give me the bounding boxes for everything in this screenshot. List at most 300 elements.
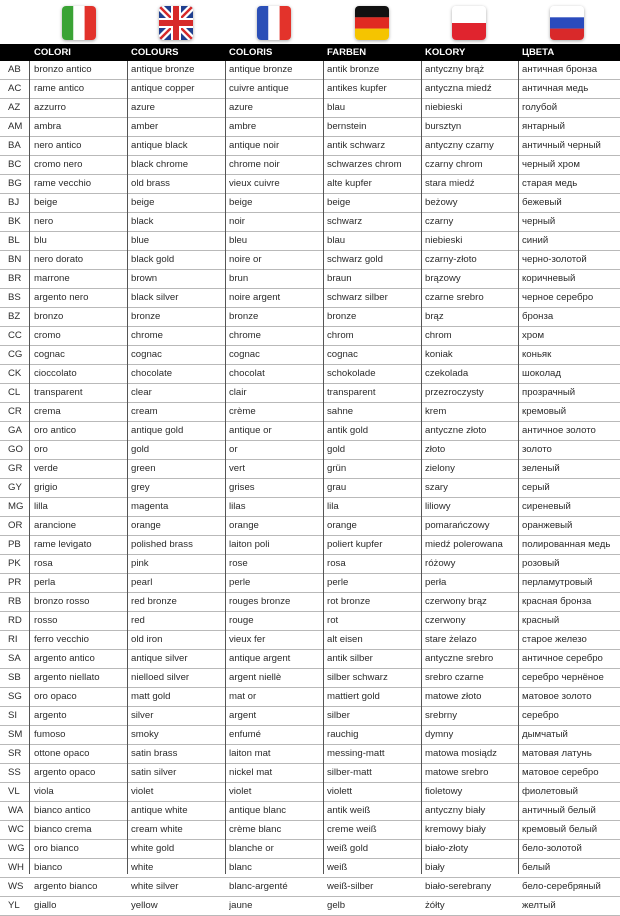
- cell-italian: crema: [34, 406, 61, 417]
- cell-german: lila: [327, 501, 339, 512]
- cell-russian: старая медь: [522, 178, 578, 189]
- poland-flag-icon: [452, 6, 486, 40]
- cell-english: amber: [131, 121, 159, 132]
- cell-polish: miedź polerowana: [425, 539, 503, 550]
- cell-italian: ferro vecchio: [34, 634, 89, 645]
- cell-polish: kremowy biały: [425, 824, 486, 835]
- cell-french: argent: [229, 710, 257, 721]
- cell-russian: коньяк: [522, 349, 552, 360]
- cell-polish: czarny chrom: [425, 159, 483, 170]
- cell-russian: матовое серебро: [522, 767, 599, 778]
- cell-french: blanche or: [229, 843, 274, 854]
- cell-russian: золото: [522, 444, 552, 455]
- cell-french: orange: [229, 520, 259, 531]
- cell-english: silver: [131, 710, 154, 721]
- cell-polish: czarny: [425, 216, 454, 227]
- cell-russian: бежевый: [522, 197, 562, 208]
- cell-french: antique noir: [229, 140, 280, 151]
- cell-french: vert: [229, 463, 245, 474]
- cell-code: PR: [8, 577, 22, 588]
- cell-english: white gold: [131, 843, 175, 854]
- header-coloris: COLORIS: [229, 47, 273, 58]
- cell-french: nickel mat: [229, 767, 273, 778]
- cell-code: SG: [8, 691, 22, 702]
- cell-french: noire argent: [229, 292, 281, 303]
- cell-german: antik silber: [327, 653, 373, 664]
- cell-german: schwarz: [327, 216, 363, 227]
- cell-russian: бронза: [522, 311, 554, 322]
- cell-italian: cromo nero: [34, 159, 83, 170]
- table-row: [0, 479, 620, 498]
- cell-polish: antyczne srebro: [425, 653, 494, 664]
- cell-german: transparent: [327, 387, 376, 398]
- cell-russian: красная бронза: [522, 596, 592, 607]
- cell-polish: pomarańczowy: [425, 520, 490, 531]
- cell-french: antique or: [229, 425, 272, 436]
- cell-french: jaune: [229, 900, 253, 911]
- cell-german: cognac: [327, 349, 358, 360]
- cell-german: schwarz silber: [327, 292, 388, 303]
- cell-code: BS: [8, 292, 21, 303]
- cell-code: BN: [8, 254, 22, 265]
- cell-italian: nero antico: [34, 140, 82, 151]
- cell-code: AB: [8, 64, 21, 75]
- cell-polish: żółty: [425, 900, 445, 911]
- cell-italian: oro: [34, 444, 48, 455]
- column-divider: [323, 61, 324, 874]
- cell-english: chrome: [131, 330, 163, 341]
- table-row: [0, 80, 620, 99]
- cell-russian: черный: [522, 216, 556, 227]
- cell-french: mat or: [229, 691, 257, 702]
- cell-code: GO: [8, 444, 23, 455]
- cell-russian: серебро: [522, 710, 559, 721]
- cell-english: gold: [131, 444, 150, 455]
- table-row: [0, 118, 620, 137]
- cell-russian: сиреневый: [522, 501, 571, 512]
- cell-italian: azzurro: [34, 102, 66, 113]
- cell-italian: rosa: [34, 558, 53, 569]
- table-row: [0, 726, 620, 745]
- table-row: [0, 213, 620, 232]
- cell-italian: argento: [34, 710, 67, 721]
- cell-russian: серый: [522, 482, 550, 493]
- cell-code: AZ: [8, 102, 21, 113]
- cell-polish: biało-serebrany: [425, 881, 492, 892]
- cell-code: WC: [8, 824, 24, 835]
- table-row: [0, 384, 620, 403]
- cell-french: laiton poli: [229, 539, 270, 550]
- cell-code: OR: [8, 520, 23, 531]
- cell-english: yellow: [131, 900, 158, 911]
- cell-code: CK: [8, 368, 22, 379]
- cell-german: weiß: [327, 862, 348, 873]
- cell-polish: krem: [425, 406, 447, 417]
- cell-code: BA: [8, 140, 21, 151]
- cell-italian: rosso: [34, 615, 58, 626]
- cell-french: rouge: [229, 615, 254, 626]
- cell-english: beige: [131, 197, 155, 208]
- table-row: [0, 308, 620, 327]
- cell-german: silber-matt: [327, 767, 372, 778]
- cell-polish: stare żelazo: [425, 634, 477, 645]
- table-row: [0, 61, 620, 80]
- cell-russian: матовая латунь: [522, 748, 592, 759]
- cell-code: RI: [8, 634, 18, 645]
- cell-code: RD: [8, 615, 22, 626]
- cell-german: schokolade: [327, 368, 376, 379]
- cell-italian: argento nero: [34, 292, 89, 303]
- cell-german: sahne: [327, 406, 354, 417]
- cell-french: blanc-argenté: [229, 881, 288, 892]
- table-row: [0, 327, 620, 346]
- cell-french: perle: [229, 577, 251, 588]
- cell-russian: перламутровый: [522, 577, 593, 588]
- cell-german: antik gold: [327, 425, 369, 436]
- cell-french: vieux fer: [229, 634, 266, 645]
- cell-english: red bronze: [131, 596, 177, 607]
- table-row: [0, 270, 620, 289]
- table-row: [0, 859, 620, 878]
- france-flag-icon: [257, 6, 291, 40]
- cell-french: azure: [229, 102, 253, 113]
- cell-italian: argento niellato: [34, 672, 100, 683]
- cell-french: chrome: [229, 330, 261, 341]
- table-row: [0, 593, 620, 612]
- table-row: [0, 498, 620, 517]
- cell-polish: czekolada: [425, 368, 469, 379]
- cell-english: black: [131, 216, 154, 227]
- cell-polish: matowe srebro: [425, 767, 489, 778]
- table-row: [0, 821, 620, 840]
- cell-french: blanc: [229, 862, 252, 873]
- header-colours: COLOURS: [131, 47, 179, 58]
- cell-french: antique bronze: [229, 64, 293, 75]
- cell-french: crème: [229, 406, 256, 417]
- cell-french: antique blanc: [229, 805, 287, 816]
- table-row: [0, 650, 620, 669]
- cell-german: antik schwarz: [327, 140, 386, 151]
- table-row: [0, 802, 620, 821]
- cell-english: antique white: [131, 805, 188, 816]
- cell-polish: niebieski: [425, 102, 463, 113]
- cell-italian: perla: [34, 577, 56, 588]
- cell-code: YL: [8, 900, 20, 911]
- cell-code: GY: [8, 482, 22, 493]
- cell-russian: голубой: [522, 102, 558, 113]
- cell-code: SI: [8, 710, 18, 721]
- cell-code: RB: [8, 596, 22, 607]
- cell-polish: zielony: [425, 463, 455, 474]
- cell-russian: зеленый: [522, 463, 560, 474]
- cell-english: satin silver: [131, 767, 177, 778]
- cell-russian: коричневый: [522, 273, 576, 284]
- table-row: [0, 536, 620, 555]
- cell-german: grün: [327, 463, 347, 474]
- cell-german: weiß gold: [327, 843, 369, 854]
- cell-code: BK: [8, 216, 21, 227]
- cell-code: BG: [8, 178, 22, 189]
- cell-french: rouges bronze: [229, 596, 291, 607]
- header-kolory: KOLORY: [425, 47, 466, 58]
- cell-german: bernstein: [327, 121, 367, 132]
- cell-english: black silver: [131, 292, 179, 303]
- cell-polish: czarny-złoto: [425, 254, 477, 265]
- cell-english: chocolate: [131, 368, 173, 379]
- cell-french: beige: [229, 197, 253, 208]
- cell-italian: ottone opaco: [34, 748, 90, 759]
- table-row: [0, 840, 620, 859]
- cell-russian: черно-золотой: [522, 254, 587, 265]
- table-row: [0, 878, 620, 897]
- cell-code: SS: [8, 767, 21, 778]
- cell-russian: черное серебро: [522, 292, 594, 303]
- cell-code: BJ: [8, 197, 20, 208]
- table-row: [0, 194, 620, 213]
- cell-polish: srebro czarne: [425, 672, 484, 683]
- cell-code: WA: [8, 805, 24, 816]
- cell-english: smoky: [131, 729, 159, 740]
- cell-english: old brass: [131, 178, 170, 189]
- cell-russian: бело-золотой: [522, 843, 582, 854]
- table-row: [0, 346, 620, 365]
- cell-english: polished brass: [131, 539, 193, 550]
- cell-polish: czarne srebro: [425, 292, 484, 303]
- cell-french: violet: [229, 786, 252, 797]
- cell-italian: ambra: [34, 121, 62, 132]
- cell-german: messing-matt: [327, 748, 385, 759]
- cell-italian: marrone: [34, 273, 70, 284]
- cell-polish: perła: [425, 577, 447, 588]
- column-divider: [29, 61, 30, 874]
- cell-code: SA: [8, 653, 21, 664]
- cell-polish: fioletowy: [425, 786, 463, 797]
- cell-italian: blu: [34, 235, 47, 246]
- cell-code: AC: [8, 83, 22, 94]
- cell-german: rauchig: [327, 729, 359, 740]
- cell-english: red: [131, 615, 145, 626]
- cell-italian: rame levigato: [34, 539, 92, 550]
- cell-german: blau: [327, 102, 346, 113]
- cell-italian: grigio: [34, 482, 58, 493]
- cell-code: BR: [8, 273, 22, 284]
- cell-english: magenta: [131, 501, 169, 512]
- cell-french: bleu: [229, 235, 248, 246]
- cell-code: BC: [8, 159, 22, 170]
- cell-german: weiß-silber: [327, 881, 374, 892]
- table-row: [0, 403, 620, 422]
- cell-italian: argento antico: [34, 653, 95, 664]
- table-row: [0, 175, 620, 194]
- cell-german: schwarz gold: [327, 254, 383, 265]
- cell-russian: дымчатый: [522, 729, 568, 740]
- cell-english: antique gold: [131, 425, 184, 436]
- cell-french: laiton mat: [229, 748, 271, 759]
- cell-russian: красный: [522, 615, 560, 626]
- cell-code: BL: [8, 235, 20, 246]
- cell-french: grises: [229, 482, 255, 493]
- cell-english: antique silver: [131, 653, 188, 664]
- cell-english: brown: [131, 273, 158, 284]
- cell-italian: oro bianco: [34, 843, 79, 854]
- cell-french: vieux cuivre: [229, 178, 280, 189]
- table-row: [0, 365, 620, 384]
- cell-italian: fumoso: [34, 729, 66, 740]
- cell-french: antique argent: [229, 653, 291, 664]
- cell-french: cognac: [229, 349, 260, 360]
- cell-code: SB: [8, 672, 21, 683]
- cell-russian: синий: [522, 235, 549, 246]
- table-row: [0, 612, 620, 631]
- cell-english: white silver: [131, 881, 179, 892]
- table-row: [0, 156, 620, 175]
- cell-german: gold: [327, 444, 346, 455]
- cell-polish: koniak: [425, 349, 453, 360]
- cell-english: bronze: [131, 311, 161, 322]
- cell-english: cream: [131, 406, 158, 417]
- cell-polish: przezroczysty: [425, 387, 484, 398]
- cell-english: violet: [131, 786, 154, 797]
- cell-english: blue: [131, 235, 150, 246]
- cell-french: clair: [229, 387, 247, 398]
- cell-english: matt gold: [131, 691, 171, 702]
- cell-polish: antyczna miedź: [425, 83, 492, 94]
- cell-italian: bronzo: [34, 311, 64, 322]
- cell-polish: bursztyn: [425, 121, 462, 132]
- italy-flag-icon: [62, 6, 96, 40]
- cell-french: enfumé: [229, 729, 261, 740]
- table-row: [0, 289, 620, 308]
- table-row: [0, 707, 620, 726]
- cell-italian: oro antico: [34, 425, 77, 436]
- cell-english: pearl: [131, 577, 153, 588]
- cell-polish: biało-złoty: [425, 843, 469, 854]
- cell-russian: янтарный: [522, 121, 566, 132]
- cell-italian: giallo: [34, 900, 57, 911]
- cell-french: brun: [229, 273, 249, 284]
- cell-english: old iron: [131, 634, 163, 645]
- cell-code: AM: [8, 121, 23, 132]
- cell-german: antik weiß: [327, 805, 371, 816]
- cell-russian: античный белый: [522, 805, 596, 816]
- germany-flag-icon: [355, 6, 389, 40]
- cell-italian: bronzo antico: [34, 64, 92, 75]
- flag-row: [0, 0, 620, 44]
- cell-russian: кремовый белый: [522, 824, 598, 835]
- cell-russian: серебро чернёное: [522, 672, 604, 683]
- cell-italian: verde: [34, 463, 58, 474]
- cell-italian: bianco crema: [34, 824, 92, 835]
- table-row: [0, 574, 620, 593]
- cell-russian: оранжевый: [522, 520, 573, 531]
- cell-french: bronze: [229, 311, 259, 322]
- cell-russian: античное серебро: [522, 653, 603, 664]
- header-colori: COLORI: [34, 47, 71, 58]
- cell-french: chocolat: [229, 368, 265, 379]
- cell-german: grau: [327, 482, 347, 493]
- table-row: [0, 232, 620, 251]
- russia-flag-icon: [550, 6, 584, 40]
- cell-polish: matowa mosiądz: [425, 748, 497, 759]
- cell-polish: czerwony: [425, 615, 466, 626]
- cell-german: braun: [327, 273, 352, 284]
- cell-english: cognac: [131, 349, 162, 360]
- table-header: [0, 44, 620, 61]
- cell-english: pink: [131, 558, 149, 569]
- cell-italian: lilla: [34, 501, 48, 512]
- cell-german: antikes kupfer: [327, 83, 387, 94]
- cell-italian: bianco: [34, 862, 63, 873]
- cell-italian: bianco antico: [34, 805, 91, 816]
- cell-polish: szary: [425, 482, 448, 493]
- cell-polish: chrom: [425, 330, 452, 341]
- cell-russian: черный хром: [522, 159, 580, 170]
- table-row: [0, 441, 620, 460]
- cell-french: lilas: [229, 501, 246, 512]
- cell-english: grey: [131, 482, 150, 493]
- table-row: [0, 631, 620, 650]
- cell-english: antique copper: [131, 83, 195, 94]
- cell-polish: antyczny biały: [425, 805, 486, 816]
- cell-russian: бело-серебряный: [522, 881, 601, 892]
- cell-code: WS: [8, 881, 24, 892]
- cell-french: argent niellè: [229, 672, 282, 683]
- cell-italian: cromo: [34, 330, 61, 341]
- cell-russian: прозрачный: [522, 387, 576, 398]
- cell-polish: liliowy: [425, 501, 451, 512]
- cell-polish: różowy: [425, 558, 456, 569]
- cell-italian: rame vecchio: [34, 178, 92, 189]
- cell-code: PB: [8, 539, 21, 550]
- cell-german: alte kupfer: [327, 178, 372, 189]
- color-translation-table: [0, 44, 620, 916]
- cell-russian: хром: [522, 330, 545, 341]
- united-kingdom-flag-icon: [159, 6, 193, 40]
- cell-code: SR: [8, 748, 22, 759]
- cell-german: poliert kupfer: [327, 539, 383, 550]
- cell-english: white: [131, 862, 154, 873]
- cell-italian: transparent: [34, 387, 83, 398]
- column-divider: [225, 61, 226, 874]
- cell-italian: oro opaco: [34, 691, 77, 702]
- cell-german: rot bronze: [327, 596, 371, 607]
- cell-code: GR: [8, 463, 23, 474]
- cell-polish: dymny: [425, 729, 454, 740]
- cell-code: WH: [8, 862, 24, 873]
- cell-russian: полированная медь: [522, 539, 611, 550]
- cell-russian: фиолетовый: [522, 786, 578, 797]
- cell-polish: czerwony brąz: [425, 596, 487, 607]
- cell-polish: biały: [425, 862, 445, 873]
- cell-german: alt eisen: [327, 634, 363, 645]
- cell-russian: кремовый: [522, 406, 567, 417]
- cell-german: creme weiß: [327, 824, 377, 835]
- cell-code: BZ: [8, 311, 21, 322]
- cell-german: gelb: [327, 900, 346, 911]
- cell-german: antik bronze: [327, 64, 380, 75]
- table-row: [0, 745, 620, 764]
- header-tsveta: ЦВЕТА: [522, 47, 555, 58]
- cell-russian: античное золото: [522, 425, 596, 436]
- cell-polish: matowe złoto: [425, 691, 482, 702]
- cell-russian: шоколад: [522, 368, 561, 379]
- cell-italian: viola: [34, 786, 54, 797]
- cell-polish: brązowy: [425, 273, 461, 284]
- cell-french: or: [229, 444, 238, 455]
- cell-polish: beżowy: [425, 197, 458, 208]
- cell-italian: nero: [34, 216, 54, 227]
- cell-french: noire or: [229, 254, 262, 265]
